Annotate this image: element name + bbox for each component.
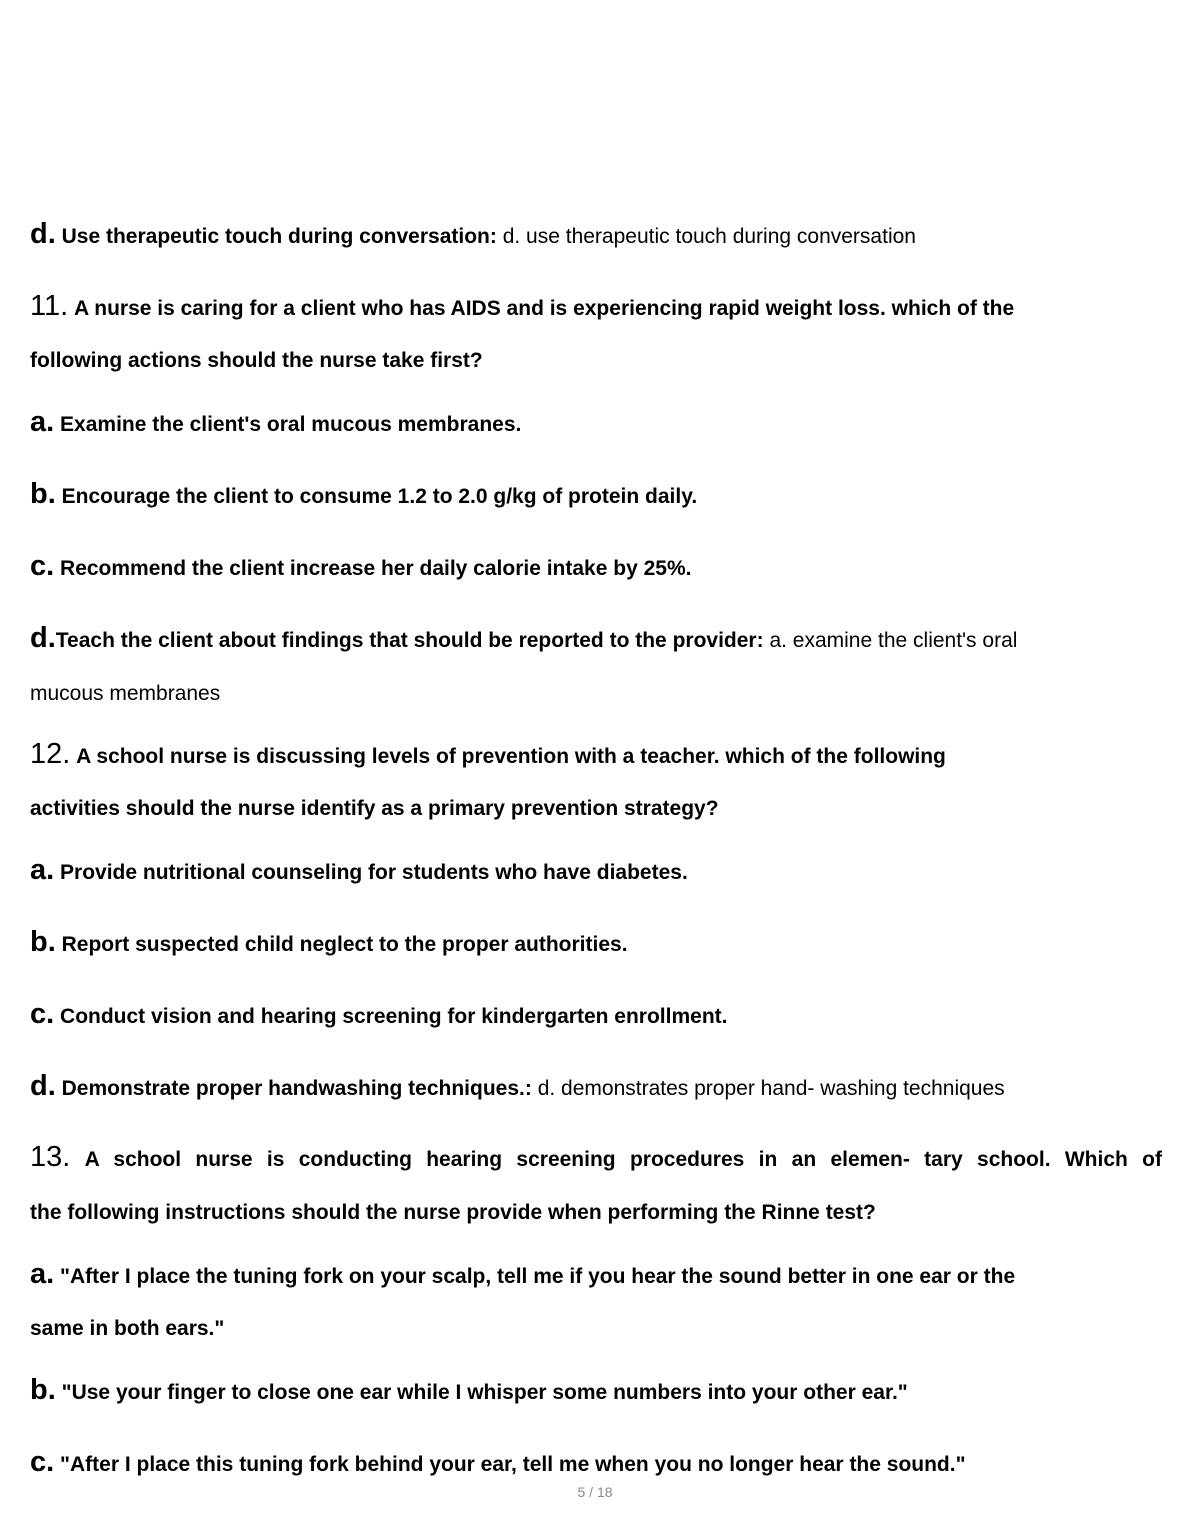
question-text: A nurse is caring for a client who has AIDS and is experiencing rapid weight loss. which of the [74,297,1015,320]
option-letter: a. [30,854,55,886]
q10-option-d [30,220,1162,249]
question-text: A school nurse is conducting hearing screening procedures in an elemen- tary school. Which of [84,1148,1163,1171]
option-text: Examine the client's oral mucous membranes. [60,413,522,436]
option-text: Recommend the client increase her daily calorie intake by 25%. [60,557,692,580]
question-text: the following instructions should the nurse provide when performing the Rinne test? [30,1201,876,1224]
option-text: Encourage the client to consume 1.2 to 2.0 g/kg of protein daily. [61,485,698,508]
option-text: Teach the client about findings that should be reported to the provider: [55,629,764,652]
q11-option-a [30,408,1162,437]
option-letter: d. [30,622,56,654]
option-letter: a. [30,406,55,438]
q12-option-b [30,928,1162,957]
question-text: A school nurse is discussing levels of prevention with a teacher. which of the following [76,745,946,768]
question-number: 12. [30,738,71,770]
q13-option-b [30,1376,1162,1405]
q11-question [30,292,1162,321]
q12-option-d [30,1072,1162,1101]
option-text: "After I place this tuning fork behind your ear, tell me when you no longer hear the sound." [60,1453,966,1476]
q12-question [30,740,1162,769]
answer-text: d. use therapeutic touch during conversation [502,225,916,248]
option-letter: b. [30,1374,56,1406]
q13-question-cont [30,1202,1162,1223]
option-letter: a. [30,1258,55,1290]
option-letter: b. [30,926,56,958]
answer-text: a. examine the client's oral [769,629,1018,652]
question-text: following actions should the nurse take first? [30,349,483,372]
question-number: 13. [30,1141,71,1173]
option-text: Demonstrate proper handwashing techniques.: [61,1077,532,1100]
option-text: Report suspected child neglect to the proper authorities. [61,933,628,956]
question-text: activities should the nurse identify as a primary prevention strategy? [30,797,719,820]
q11-answer-cont [30,683,1162,704]
option-text: Conduct vision and hearing screening for kindergarten enrollment. [60,1005,728,1028]
q12-question-cont [30,798,1162,819]
question-number: 11. [30,290,69,322]
option-letter: c. [30,550,55,582]
q11-option-b [30,480,1162,509]
q11-option-d [30,624,1162,653]
answer-text: d. demonstrates proper hand- washing techniques [537,1077,1005,1100]
option-letter: c. [30,998,55,1030]
option-text: "After I place the tuning fork on your scalp, tell me if you hear the sound better in one ear or the [60,1265,1016,1288]
q12-option-a [30,856,1162,885]
option-letter: b. [30,478,56,510]
q11-question-cont [30,350,1162,371]
q13-option-a-cont [30,1318,1162,1339]
page-indicator: 5 / 18 [577,1484,613,1500]
answer-text: mucous membranes [30,682,221,705]
option-text: same in both ears." [30,1317,225,1340]
q13-question [30,1143,1162,1172]
q13-option-a [30,1260,1162,1289]
q12-option-c [30,1000,1162,1029]
option-letter: c. [30,1446,55,1478]
option-letter: d. [30,218,56,250]
q11-option-c [30,552,1162,581]
option-letter: d. [30,1070,56,1102]
q13-option-c [30,1448,1162,1477]
option-text: Use therapeutic touch during conversation: [61,225,497,248]
option-text: Provide nutritional counseling for students who have diabetes. [60,861,688,884]
option-text: "Use your finger to close one ear while I whisper some numbers into your other ear." [61,1381,908,1404]
